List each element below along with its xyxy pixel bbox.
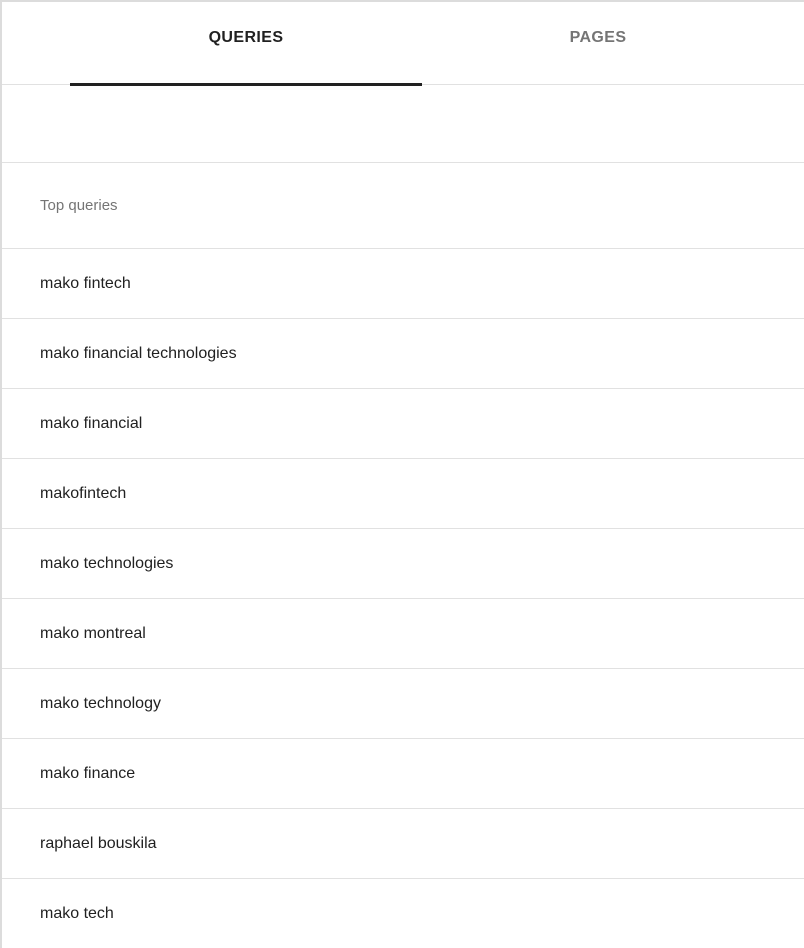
tab-bar xyxy=(2,2,804,85)
query-text: mako technology xyxy=(40,694,161,712)
tab-queries-label: QUERIES xyxy=(208,29,284,46)
list-header-label: Top queries xyxy=(40,197,118,214)
query-row[interactable] xyxy=(2,249,804,319)
query-text: mako financial technologies xyxy=(40,344,237,362)
query-text: mako financial xyxy=(40,414,143,432)
query-text: mako tech xyxy=(40,905,114,922)
toolbar-spacer xyxy=(2,85,804,163)
query-text: mako fintech xyxy=(40,274,131,292)
query-row[interactable] xyxy=(2,389,804,459)
query-text: mako technologies xyxy=(40,554,174,572)
query-text: makofintech xyxy=(40,484,127,502)
query-row[interactable] xyxy=(2,459,804,529)
query-row[interactable] xyxy=(2,809,804,879)
query-row[interactable] xyxy=(2,319,804,389)
query-row[interactable] xyxy=(2,879,804,948)
tab-pages[interactable] xyxy=(422,2,774,84)
query-text: raphael bouskila xyxy=(40,834,157,852)
tab-pages-label: PAGES xyxy=(569,29,627,46)
query-row[interactable] xyxy=(2,529,804,599)
query-text: mako montreal xyxy=(40,624,146,642)
query-list xyxy=(2,249,804,948)
query-text: mako finance xyxy=(40,764,136,782)
query-row[interactable] xyxy=(2,599,804,669)
query-row[interactable] xyxy=(2,739,804,809)
query-row[interactable] xyxy=(2,669,804,739)
tab-queries[interactable] xyxy=(70,2,422,84)
list-header xyxy=(2,163,804,249)
